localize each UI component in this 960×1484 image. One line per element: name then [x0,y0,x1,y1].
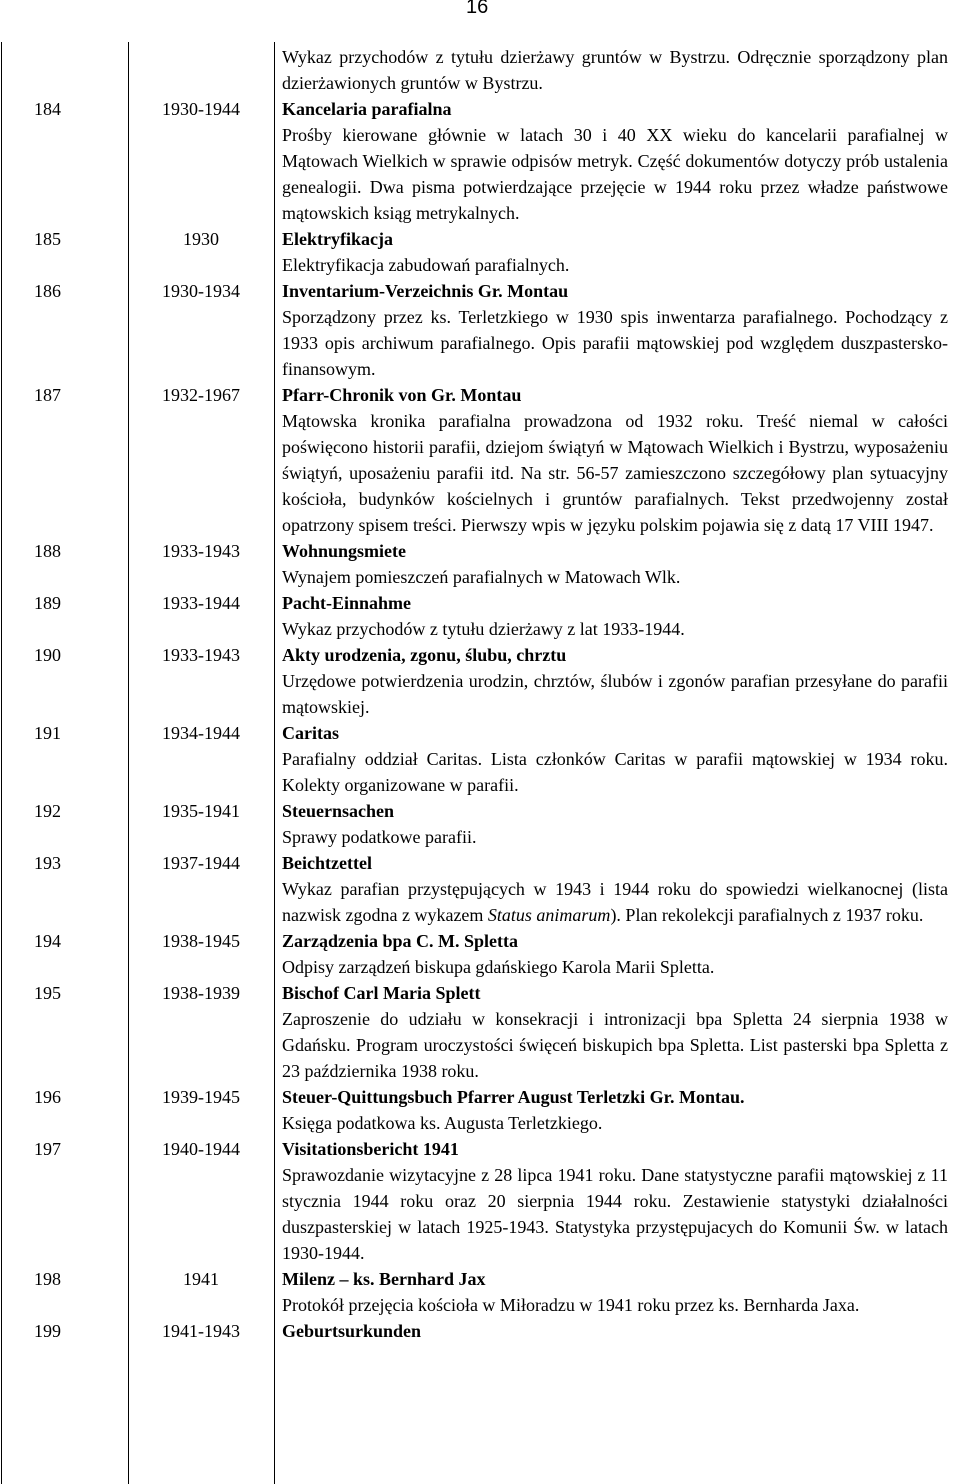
entry-title: Pacht-Einnahme [282,593,412,613]
entry-number: 191 [34,723,61,743]
table-row [0,382,960,538]
entry-number: 196 [34,1087,61,1107]
entry-title: Bischof Carl Maria Splett [282,983,481,1003]
entry-number: 194 [34,931,61,951]
entry-number: 192 [34,801,61,821]
entry-date: 1930-1944 [162,99,240,119]
table-row [0,278,960,382]
entry-title: Steuernsachen [282,801,394,821]
entry-date: 1932-1967 [162,385,240,405]
entry-date: 1937-1944 [162,853,240,873]
entry-description: Parafialny oddział Caritas. Lista członków Caritas w parafii mątowskiej w 1934 roku. Kolekty organizowane w parafii. [282,749,948,795]
entry-description: Mątowska kronika parafialna prowadzona od 1932 roku. Treść niemal w całości poświęcono historii parafii, dziejom świątyń w Mątowach Wielkich i Bystrzu, wyposażeniu świątyń, uposażeniu parafii itd. Na str. 56-57 zamieszczono szczegółowy plan sytuacyjny kościoła, budynków kościelnych i gruntów parafialnych. Tekst przedwojenny został opatrzony spisem treści. Pierwszy wpis w języku polskim pojawia się z datą 17 VIII 1947. [282,411,948,535]
table-row [0,226,960,278]
entry-description: Prośby kierowane głównie w latach 30 i 40 XX wieku do kancelarii parafialnej w Mątowach Wielkich w sprawie odpisów metryk. Część dokumentów dotyczy prób ustalenia genealogii. Dwa pisma potwierdzające przejęcie w 1944 roku przez władze państwowe mątowskich ksiąg metrykalnych. [282,125,948,223]
entry-description: Zaproszenie do udziału w konsekracji i intronizacji bpa Spletta 24 sierpnia 1938 w Gdańsku. Program uroczystości święceń biskupich bpa Spletta. List pasterski bpa Spletta z 23 października 1938 roku. [282,1009,948,1081]
entry-title: Elektryfikacja [282,229,393,249]
table-row [0,44,960,96]
entry-date: 1941 [183,1269,219,1289]
page-number: 16 [466,0,489,18]
table-row [0,642,960,720]
entry-description: Księga podatkowa ks. Augusta Terletzkiego. [282,1113,603,1133]
table-row [0,96,960,226]
entry-title: Akty urodzenia, zgonu, ślubu, chrztu [282,645,567,665]
entry-date: 1930 [183,229,219,249]
entry-description: Sprawy podatkowe parafii. [282,827,477,847]
entry-description: Wykaz przychodów z tytułu dzierżawy z lat 1933-1944. [282,619,685,639]
entry-title: Caritas [282,723,339,743]
entry-title: Beichtzettel [282,853,372,873]
entry-date: 1939-1945 [162,1087,240,1107]
table-row [0,590,960,642]
entry-description: Elektryfikacja zabudowań parafialnych. [282,255,570,275]
entry-description: Wynajem pomieszczeń parafialnych w Matowach Wlk. [282,567,681,587]
table-row [0,1318,960,1344]
entry-title: Wohnungsmiete [282,541,407,561]
table-row [0,798,960,850]
entry-date: 1933-1944 [162,593,240,613]
entry-description: Wykaz przychodów z tytułu dzierżawy gruntów w Bystrzu. Odręcznie sporządzony plan dzierżawionych gruntów w Bystrzu. [282,47,948,93]
entry-title: Pfarr-Chronik von Gr. Montau [282,385,522,405]
entry-date: 1938-1945 [162,931,240,951]
entry-number: 189 [34,593,61,613]
entry-number: 185 [34,229,61,249]
table-row [0,1084,960,1136]
table-row [0,980,960,1084]
entry-date: 1934-1944 [162,723,240,743]
entry-date: 1940-1944 [162,1139,240,1159]
entry-number: 184 [34,99,61,119]
entry-description: Urzędowe potwierdzenia urodzin, chrztów, ślubów i zgonów parafian przesyłane do parafii mątowskiej. [282,671,948,717]
entry-number: 198 [34,1269,61,1289]
table-row [0,1136,960,1266]
entry-description: Sporządzony przez ks. Terletzkiego w 1930 spis inwentarza parafialnego. Pochodzący z 1933 opis archiwum parafialnego. Opis parafii mątowskiej pod względem duszpastersko-finansowym. [282,307,948,379]
entry-date: 1933-1943 [162,541,240,561]
table-row [0,538,960,590]
entry-number: 193 [34,853,61,873]
entry-title: Zarządzenia bpa C. M. Spletta [282,931,518,951]
entry-title: Milenz – ks. Bernhard Jax [282,1269,486,1289]
inventory-table [0,44,960,1344]
entry-description: Odpisy zarządzeń biskupa gdańskiego Karola Marii Spletta. [282,957,715,977]
entry-number: 186 [34,281,61,301]
entry-number: 188 [34,541,61,561]
entry-title: Geburtsurkunden [282,1321,422,1341]
entry-number: 199 [34,1321,61,1341]
entry-title: Inventarium-Verzeichnis Gr. Montau [282,281,569,301]
table-row [0,720,960,798]
entry-date: 1933-1943 [162,645,240,665]
entry-description: Protokół przejęcia kościoła w Miłoradzu w 1941 roku przez ks. Bernharda Jaxa. [282,1295,860,1315]
entry-date: 1938-1939 [162,983,240,1003]
entry-number: 197 [34,1139,61,1159]
entry-date: 1935-1941 [162,801,240,821]
entry-title: Steuer-Quittungsbuch Pfarrer August Terletzki Gr. Montau. [282,1087,745,1107]
entry-number: 187 [34,385,61,405]
entry-title: Kancelaria parafialna [282,99,452,119]
entry-description: Wykaz parafian przystępujących w 1943 i 1944 roku do spowiedzi wielkanocnej (lista nazwisk zgodna z wykazem Status animarum). Plan rekolekcji parafialnych z 1937 roku. [282,879,948,925]
entry-date: 1941-1943 [162,1321,240,1341]
status-animarum-term: Status animarum [487,905,611,925]
entry-date: 1930-1934 [162,281,240,301]
entry-title: Visitationsbericht 1941 [282,1139,459,1159]
entry-number: 190 [34,645,61,665]
table-row [0,1266,960,1318]
table-row [0,928,960,980]
table-row [0,850,960,928]
entry-description: Sprawozdanie wizytacyjne z 28 lipca 1941 roku. Dane statystyczne parafii mątowskiej z 11 stycznia 1944 roku oraz 20 sierpnia 1944 roku. Zestawienie statystyki działalności duszpasterskiej w latach 1925-1943. Statystyka przystępujacych do Komunii Św. w latach 1930-1944. [282,1165,948,1263]
entry-number: 195 [34,983,61,1003]
